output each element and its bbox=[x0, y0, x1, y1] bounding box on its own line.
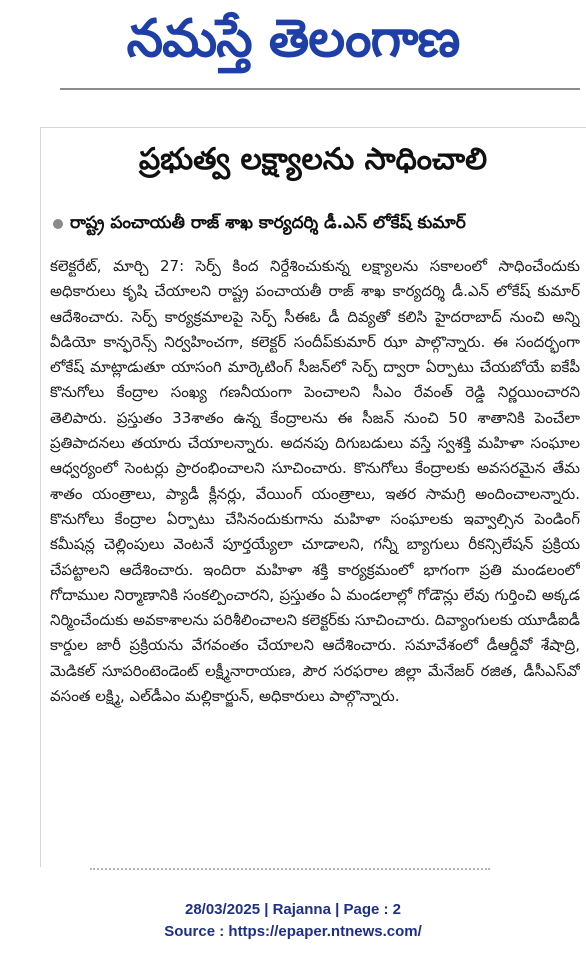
masthead-title: నమస్తే తెలంగాణ bbox=[126, 8, 460, 69]
masthead-divider bbox=[60, 88, 580, 90]
article-body-text: కలెక్టరేట్, మార్చి 27: సెర్ప్ కింద నిర్దేశించుకున్న లక్ష్యాలను సకాలంలో సాధించేందుకు అధికారులు కృషి చేయాలని రాష్ట్ర పంచాయతీ రాజ్ శాఖ కార్యదర్శి డీ.ఎన్ లోకేష్ కుమార్ ఆదేశించారు. సెర్ప్ కార్యక్రమాలపై సెర్ప్ సీఈఓ డీ దివ్యతో కలిసి హైదరాబాద్ నుంచి అన్ని వీడియో కాన్ఫరెన్స్ నిర్వహించగా, కలెక్టర్ సందీప్‌కుమార్ ఝా పాల్గొన్నారు. ఈ సందర్భంగా లోకేష్ మాట్లాడుతూ యాసంగి మార్కెటింగ్ సీజన్‌లో సెర్ప్ ద్వారా ఏర్పాటు చేయబోయే ఐకేపీ కొనుగోలు కేంద్రాల సంఖ్య గణనీయంగా పెంచాలని సీఎం రేవంత్ రెడ్డి నిర్ణయించారని తెలిపారు. ప్రస్తుతం 33శాతం ఉన్న కేంద్రాలను ఈ సీజన్ నుంచి 50 శాతానికి పెంచేలా ప్రతిపాదనలు తయారు చేయాలన్నారు. అదనపు దిగుబడులు వస్తే స్వశక్తి మహిళా సంఘాల ఆధ్వర్యంలో సెంటర్లు ప్రారంభించాలని సూచించారు. కొనుగోలు కేంద్రాలకు అవసరమైన తేమ శాతం యంత్రాలు, ప్యాడీ క్లీనర్లు, వేయింగ్ యంత్రాలు, ఇతర సామగ్రి అందించాలన్నారు. కొనుగోలు కేంద్రాల ఏర్పాటు చేసినందుకుగాను మహిళా సంఘాలకు ఇవ్వాల్సిన పెండింగ్ కమీషన్ల చెల్లింపులు వెంటనే పూర్తయ్యేలా చూడాలని, గన్నీ బ్యాగులు రీకన్సిలేషన్ ప్రక్రియ చేపట్టాలని ఆదేశించారు. ఇందిరా మహిళా శక్తి కార్యక్రమంలో భాగంగా ప్రతి మండలంలో గోదాముల నిర్మాణానికి సంకల్పించారని, ప్రస్తుతం ఏ మండలాల్లో గోడౌన్లు లేవు గుర్తించి అక్కడ నిర్మించేందుకు అవకాశాలను పరిశీలించాలని కలెక్టర్‌కు సూచించారు. దివ్యాంగులకు యూడీఐడీ కార్డుల జారీ ప్రక్రియను వేగవంతం చేయాలని ఆదేశించారు. సమావేశంలో డీఆర్డీవో శేషాద్రి, మెడికల్ సూపరింటెండెంట్ లక్ష్మీనారాయణ, పౌర సరఫరాల జిల్లా మేనేజర్ రజిత, డీసీఎస్‌వో వసంత లక్ష్మి, ఎల్‌డీఎం మల్లికార్జున్, అధికారులు పాల్గొన్నారు. bbox=[50, 257, 580, 706]
footer-date-edition: 28/03/2025 | Rajanna | Page : 2 bbox=[184, 901, 401, 918]
newspaper-masthead bbox=[0, 0, 586, 80]
bullet-icon bbox=[53, 219, 63, 229]
clipping-cut-edge bbox=[90, 868, 490, 876]
article-headline: ప్రభుత్వ లక్ష్యాలను సాధించాలి bbox=[138, 142, 488, 177]
clipping-border-left bbox=[40, 127, 41, 867]
footer-source: Source : https://epaper.ntnews.com/ bbox=[164, 923, 422, 940]
article-subheadline: రాష్ట్ర పంచాయతీ రాజ్ శాఖ కార్యదర్శి డీ.ఎన్ లోకేష్ కుమార్ bbox=[70, 213, 466, 233]
clipping-border-top bbox=[40, 127, 586, 128]
article-body bbox=[50, 254, 580, 866]
